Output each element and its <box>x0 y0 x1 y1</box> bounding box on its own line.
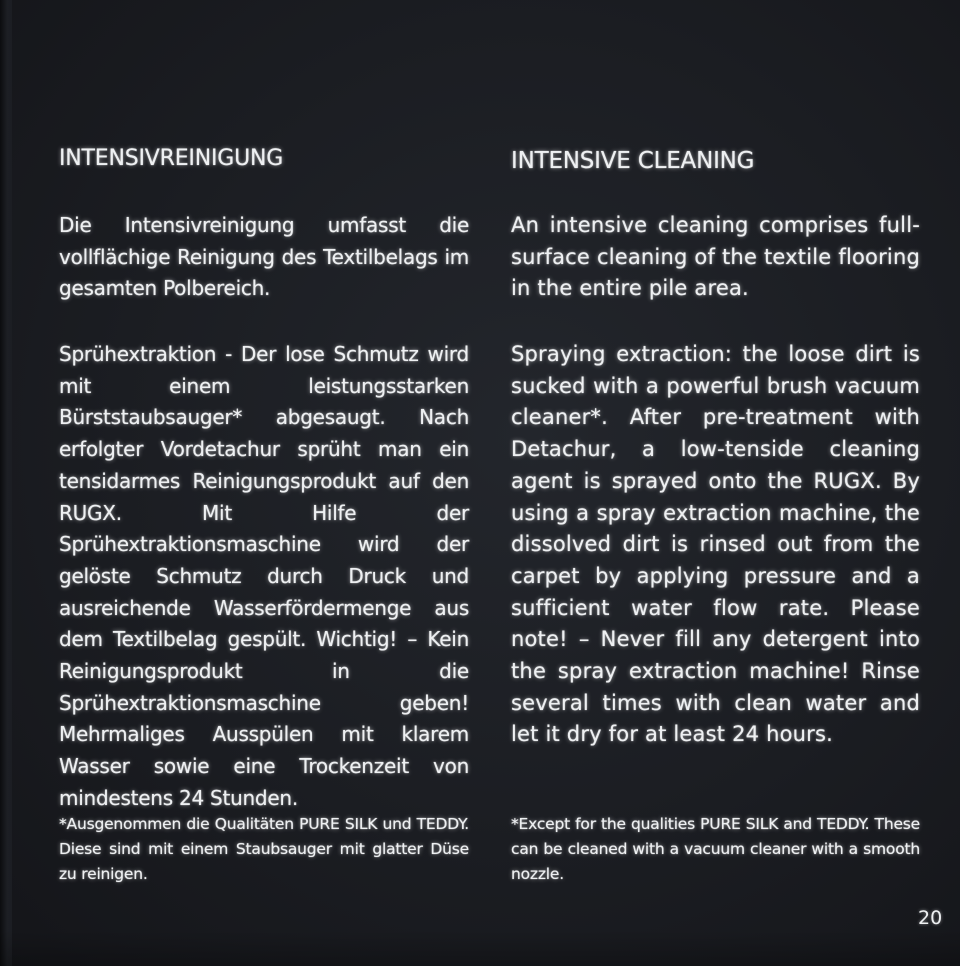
english-heading: INTENSIVE CLEANING <box>511 148 755 174</box>
page-number: 20 <box>918 907 943 929</box>
german-heading: INTENSIVREINIGUNG <box>59 146 284 171</box>
page-shadow <box>0 930 960 966</box>
book-spine <box>0 0 12 966</box>
english-intro-paragraph: An intensive cleaning comprises full-surface cleaning of the textile flooring in the entire pile area. <box>511 213 920 301</box>
english-footnote: *Except for the qualities PURE SILK and TEDDY. These can be cleaned with a vacuum cleaner with a smooth nozzle. <box>511 815 920 883</box>
english-procedure-paragraph: Spraying extraction: the loose dirt is sucked with a powerful brush vacuum cleaner*. After pre-treatment with Detachur, a low-tenside cleaning agent is sprayed onto the RUGX. By using a spray extraction machine, the dissolved dirt is rinsed out from the carpet by applying pressure and a sufficient water flow rate. Please note! – Never fill any detergent into the spray extraction machine! Rinse several times with clean water and let it dry for at least 24 hours. <box>511 342 920 747</box>
german-intro-paragraph: Die Intensivreinigung umfasst die vollflächige Reinigung des Textilbelags im gesamten Polbereich. <box>59 213 469 301</box>
german-footnote: *Ausgenommen die Qualitäten PURE SILK und TEDDY. Diese sind mit einem Staubsauger mit glatter Düse zu reinigen. <box>59 815 469 883</box>
german-procedure-paragraph: Sprühextraktion - Der lose Schmutz wird mit einem leistungsstarken Bürststaubsauger* abgesaugt. Nach erfolgter Vordetachur sprüht man ein tensidarmes Reinigungsprodukt auf den RUGX. Mit Hilfe der Sprühextraktionsmaschine wird der gelöste Schmutz durch Druck und ausreichende Wasserfördermenge aus dem Textilbelag gespült. Wichtig! – Kein Reinigungsprodukt in die Sprühextraktionsmaschine geben! Mehrmaliges Ausspülen mit klarem Wasser sowie eine Trockenzeit von mindestens 24 Stunden. <box>59 342 469 810</box>
